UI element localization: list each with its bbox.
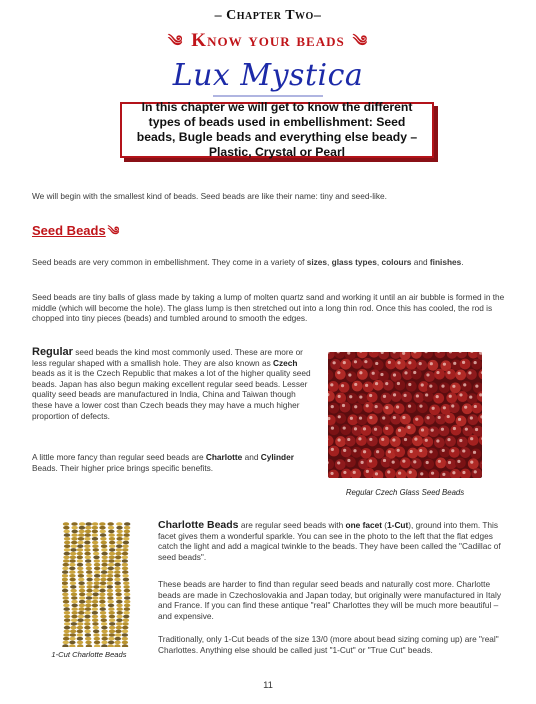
charlotte-paragraph-3: Traditionally, only 1-Cut beads of the size 13/0 (more about bead sizing coming up) are "real" Charlottes. Anything else should be called just "1-Cut" or "True Cut" beads. (158, 634, 499, 655)
section-heading-text: Seed Beads (32, 223, 106, 238)
charlotte-strands-image (62, 522, 132, 647)
brand-logo: Lux Mystica (0, 58, 536, 97)
swirl-icon: ༄ (167, 34, 184, 50)
section-heading (32, 218, 119, 252)
swirl-icon: ༄ (107, 224, 120, 238)
photo-caption-regular: Regular Czech Glass Seed Beads (345, 488, 465, 497)
charlotte-paragraph-2: These beads are harder to find than regular seed beads and naturally cost more. Charlotte beads are made in Czechoslovakia and Japan today, but originally were manufactured in Italy and France. If you can find these antique "real" Charlottes they will be much more beautiful – and expensive. (158, 579, 501, 621)
intro-box (120, 102, 434, 158)
swirl-icon: ༄ (352, 34, 369, 50)
regular-beads-photo (328, 352, 482, 478)
red-beads-image (328, 352, 482, 478)
chapter-title-text: Know your beads (191, 30, 345, 51)
seed-paragraph-2: Seed beads are tiny balls of glass made by taking a lump of molten quartz sand and working it until an air bubble is formed in the middle (which will become the hole). The glass lump is then stretched out into a long thin rod. Once this has cooled, the rod is chopped into tiny pieces (beads) and tumbled around to smooth the edges. (32, 292, 505, 324)
intro-text: In this chapter we will get to know the different types of beads used in embellishment: Seed beads, Bugle beads and everything else beady – Plastic, Crystal or Pearl (136, 100, 418, 159)
seed-paragraph-1: Seed beads are very common in embellishment. They come in a variety of sizes, glass types, colours and finishes. (32, 257, 464, 267)
regular-paragraph: Regular seed beads the kind most commonly used. These are more or less regular shaped with a smallish hole. They are also known as Czech beads as it is the Czech Republic that makes a lot of the higher quality seed beads. Japan has also begun making excellent regular seed beads. Lesser quality seed beads are manufactured in India, China and Taiwan though these have a lower cost than Czech beads they may have a much higher proportion of defects. (32, 346, 311, 421)
page-number: 11 (263, 680, 273, 691)
begin-paragraph: We will begin with the smallest kind of beads. Seed beads are like their name: tiny and seed-like. (32, 191, 387, 201)
photo-caption-charlotte: 1-Cut Charlotte Beads (51, 650, 127, 659)
fancy-paragraph: A little more fancy than regular seed beads are Charlotte and Cylinder Beads. Their higher price brings specific benefits. (32, 452, 294, 473)
charlotte-beads-photo (62, 522, 132, 647)
charlotte-paragraph-1: Charlotte Beads are regular seed beads with one facet (1-Cut), ground into them. This facet gives them a wonderful sparkle. You can see in the photo to the left that the flat edges catch the light and add a magical twinkle to the beads. They have been called the "Cadillac of seed beads". (158, 519, 501, 562)
chapter-label: – Chapter Two– (214, 8, 322, 23)
